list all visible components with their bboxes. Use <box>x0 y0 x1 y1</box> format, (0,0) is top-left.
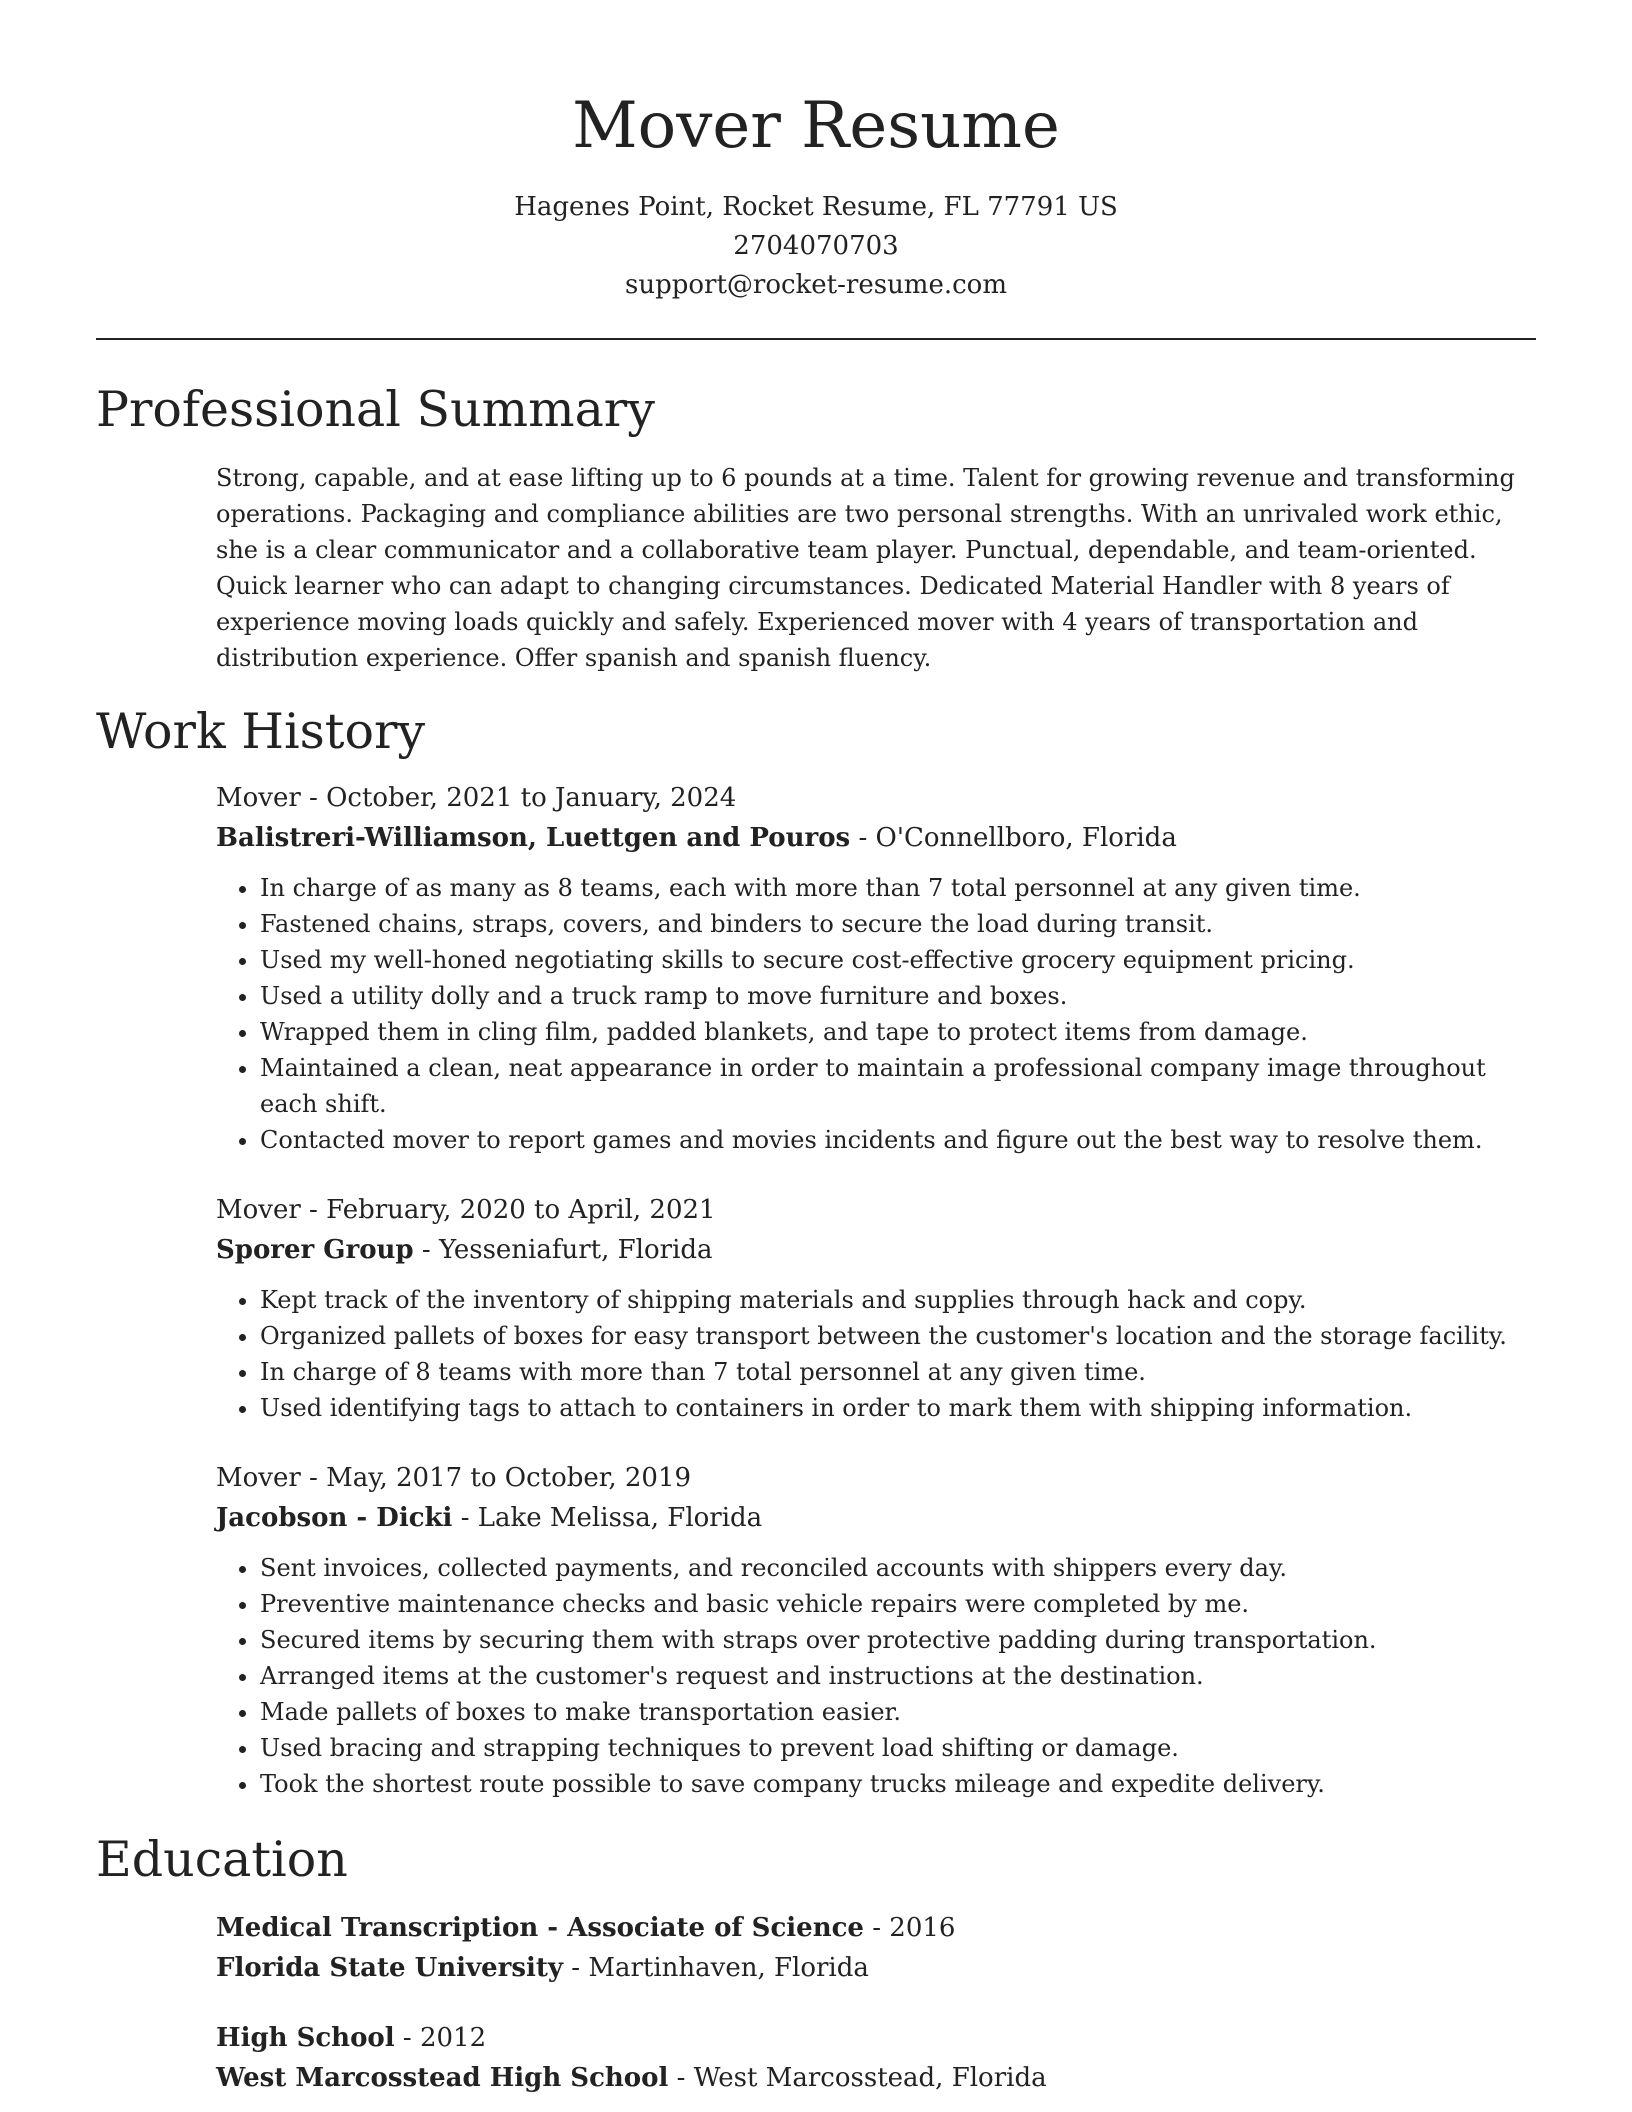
summary-text: Strong, capable, and at ease lifting up to 6 pounds at a time. Talent for growing revenue and transforming operations. Packaging and compliance abilities are two personal strengths. With an unrivaled work ethic, she is a clear communicator and a collaborative team player. Punctual, dependable, and team-oriented. Quick learner who can adapt to changing circumstances. Dedicated Material Handler with 8 years of experience moving loads quickly and safely. Experienced mover with 4 years of transportation and distribution experience. Offer spanish and spanish fluency. <box>216 464 1515 672</box>
education-entry <box>216 2018 1536 2098</box>
edu-location: - Martinhaven, Florida <box>563 1953 869 1983</box>
education-entry <box>216 1908 1536 1988</box>
job-bullet: • Organized pallets of boxes for easy transport between the customer's location and the storage facility. <box>260 1318 1536 1354</box>
resume-title: Mover Resume <box>572 89 1060 163</box>
job-bullet: • Preventive maintenance checks and basic vehicle repairs were completed by me. <box>260 1586 1536 1622</box>
job-location: - O'Connellboro, Florida <box>850 823 1177 853</box>
job-dates: - February, 2020 to April, 2021 <box>300 1195 716 1225</box>
edu-school: West Marcosstead High School <box>216 2063 669 2093</box>
job-entry <box>216 1458 1536 1802</box>
work-history-heading: Work History <box>96 703 426 760</box>
job-bullet: • In charge of as many as 8 teams, each with more than 7 total personnel at any given time. <box>260 870 1536 906</box>
edu-field: Medical Transcription - Associate of Science <box>216 1913 864 1943</box>
edu-degree-line <box>216 1908 1536 1948</box>
job-entry <box>216 1190 1536 1426</box>
contact-address: Hagenes Point, Rocket Resume, FL 77791 US <box>514 192 1118 222</box>
job-bullet: • Sent invoices, collected payments, and reconciled accounts with shippers every day. <box>260 1550 1536 1586</box>
job-bullet: • Maintained a clean, neat appearance in order to maintain a professional company image throughout each shift. <box>260 1050 1536 1122</box>
job-employer-line <box>216 1230 1536 1270</box>
job-title-line <box>216 1190 1536 1230</box>
job-bullet: • Contacted mover to report games and movies incidents and figure out the best way to resolve them. <box>260 1122 1536 1158</box>
edu-school-line <box>216 1948 1536 1988</box>
summary-heading: Professional Summary <box>96 381 655 438</box>
job-bullet: • Secured items by securing them with straps over protective padding during transportation. <box>260 1622 1536 1658</box>
job-bullet: • Kept track of the inventory of shipping materials and supplies through hack and copy. <box>260 1282 1536 1318</box>
job-title: Mover <box>216 783 301 813</box>
edu-school: Florida State University <box>216 1953 564 1983</box>
job-title: Mover <box>216 1463 301 1493</box>
contact-email: support@rocket-resume.com <box>624 270 1007 300</box>
job-employer: Sporer Group <box>216 1235 414 1265</box>
job-bullets <box>216 1282 1536 1426</box>
job-title: Mover <box>216 1195 301 1225</box>
job-dates: - May, 2017 to October, 2019 <box>300 1463 692 1493</box>
job-bullet: • Used identifying tags to attach to containers in order to mark them with shipping information. <box>260 1390 1536 1426</box>
job-employer: Jacobson - Dicki <box>216 1503 453 1533</box>
education-heading: Education <box>96 1831 348 1888</box>
job-bullet: • Used my well-honed negotiating skills to secure cost-effective grocery equipment pricing. <box>260 942 1536 978</box>
job-entry <box>216 778 1536 1158</box>
job-bullet: • In charge of 8 teams with more than 7 total personnel at any given time. <box>260 1354 1536 1390</box>
job-title-line <box>216 1458 1536 1498</box>
edu-degree-line <box>216 2018 1536 2058</box>
job-bullets <box>216 1550 1536 1802</box>
job-bullet: • Used bracing and strapping techniques to prevent load shifting or damage. <box>260 1730 1536 1766</box>
job-dates: - October, 2021 to January, 2024 <box>300 783 737 813</box>
summary-section <box>96 378 1536 676</box>
job-location: - Yesseniafurt, Florida <box>413 1235 713 1265</box>
edu-school-line <box>216 2058 1536 2098</box>
job-bullets <box>216 870 1536 1158</box>
resume-header <box>96 0 1536 305</box>
header-divider <box>96 338 1536 340</box>
education-section <box>96 1828 1536 2098</box>
job-bullet: • Took the shortest route possible to save company trucks mileage and expedite delivery. <box>260 1766 1536 1802</box>
edu-location: - West Marcosstead, Florida <box>668 2063 1047 2093</box>
job-bullet: • Used a utility dolly and a truck ramp to move furniture and boxes. <box>260 978 1536 1014</box>
job-employer-line <box>216 1498 1536 1538</box>
edu-year: - 2012 <box>394 2023 487 2053</box>
contact-phone: 2704070703 <box>733 231 899 261</box>
job-title-line <box>216 778 1536 818</box>
job-bullet: • Wrapped them in cling film, padded blankets, and tape to protect items from damage. <box>260 1014 1536 1050</box>
job-bullet: • Made pallets of boxes to make transportation easier. <box>260 1694 1536 1730</box>
edu-field: High School <box>216 2023 395 2053</box>
job-employer: Balistreri-Williamson, Luettgen and Pouros <box>216 823 851 853</box>
job-bullet: • Arranged items at the customer's request and instructions at the destination. <box>260 1658 1536 1694</box>
work-history-section <box>96 700 1536 1802</box>
job-bullet: • Fastened chains, straps, covers, and binders to secure the load during transit. <box>260 906 1536 942</box>
resume-page <box>96 0 1536 2098</box>
job-employer-line <box>216 818 1536 858</box>
contact-block <box>96 188 1536 305</box>
job-location: - Lake Melissa, Florida <box>452 1503 763 1533</box>
edu-year: - 2016 <box>863 1913 956 1943</box>
